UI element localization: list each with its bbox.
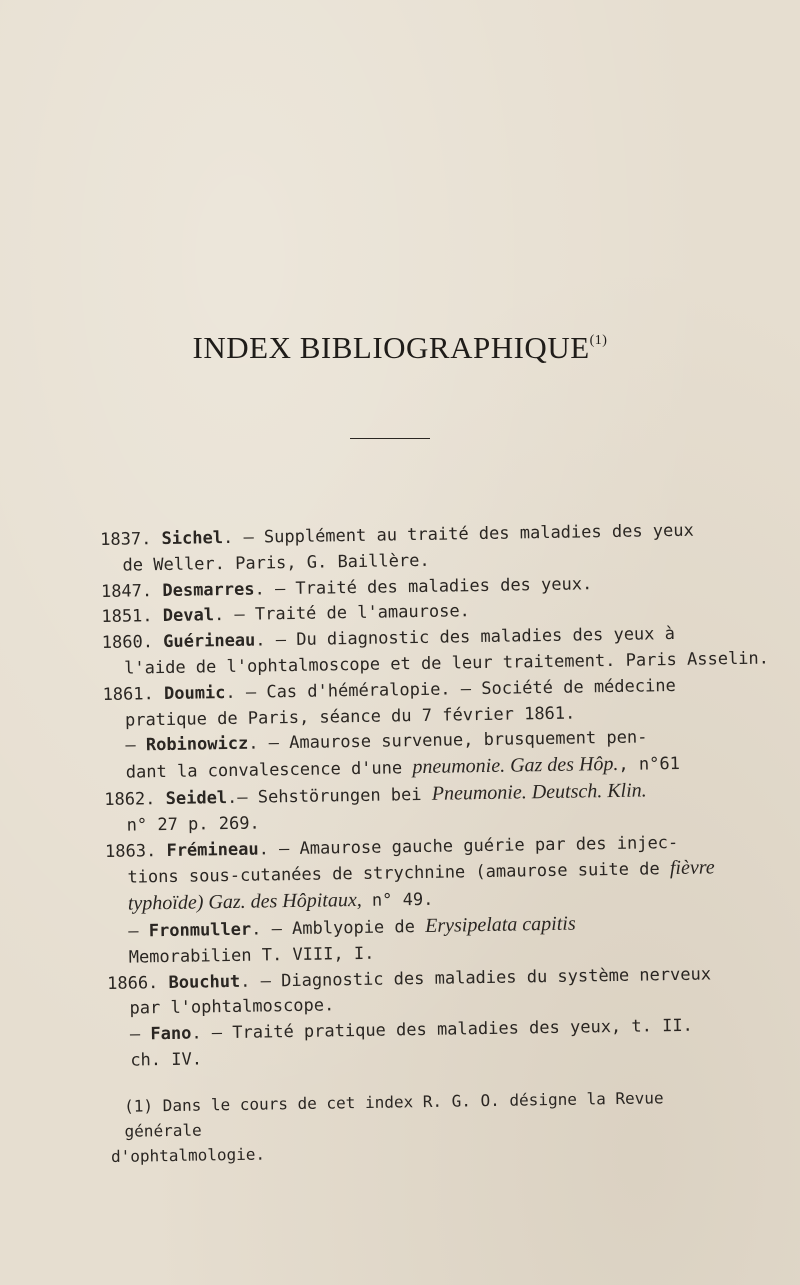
title-rule [350, 438, 430, 439]
entry-text: n° 49. [361, 889, 434, 912]
year: 1862. [104, 788, 166, 810]
title-footnote-marker: (1) [589, 333, 608, 348]
year: 1861. [102, 683, 165, 705]
author-name: Sichel [161, 528, 224, 550]
author-name: Fronmuller [148, 919, 252, 942]
bibliography-list [100, 519, 770, 1075]
author-name: Fano [150, 1023, 192, 1045]
year: 1863. [104, 840, 167, 862]
footnote-line-2: d'ophtalmologie. [110, 1144, 266, 1166]
entry-text: n° 27 p. 269. [126, 813, 260, 836]
italic-title: Pneumonie. Deutsch. Klin. [431, 779, 647, 805]
entry-text: dant la convalescence d'une [125, 758, 413, 783]
author-name: Bouchut [168, 971, 241, 993]
entry-text: Memorabilien T. VIII, I. [128, 943, 375, 968]
author-name: Seidel [165, 788, 228, 809]
entry-text: ch. IV. [130, 1049, 203, 1071]
entry-text: , n°61 [618, 754, 681, 776]
entry-text: par l'ophtalmoscope. [129, 995, 335, 1019]
author-name: Desmarres [162, 579, 255, 601]
entry-text: . — Cas d'héméralopie. — Société de médecine [225, 675, 676, 703]
entry-text: . — Traité de l'amaurose. [213, 601, 471, 626]
entry-text: . — Diagnostic des maladies du système nerveux [240, 964, 712, 992]
entry-text: — [129, 1024, 151, 1045]
page-title [0, 330, 800, 366]
entry-text: . — Amaurose survenue, brusquement pen- [248, 727, 648, 755]
author-name: Deval [162, 605, 215, 627]
year: 1851. [101, 606, 163, 628]
entry-text: pratique de Paris, séance du 7 février 1861. [124, 703, 576, 731]
entry-text: de Weller. Paris, G. Baillère. [122, 550, 430, 576]
italic-title: typhoïde) Gaz. des Hôpitaux, [127, 889, 362, 915]
year: 1847. [100, 580, 163, 602]
entry-text: . — Amaurose gauche guérie par des injec- [258, 832, 679, 860]
entry-text: .— Sehstörungen bei [226, 784, 432, 809]
title-text: INDEX BIBLIOGRAPHIQUE [192, 330, 590, 365]
footnote-line-1: (1) Dans le cours de cet index R. G. O. désigne la Revue générale [124, 1088, 664, 1141]
author-name: Guérineau [163, 630, 256, 653]
entry-text: . — Amblyopie de [251, 916, 426, 940]
entry-text: l'aide de l'ophtalmoscope et de leur traitement. Paris Asselin. [124, 648, 770, 679]
entry-text: . — Traité pratique des maladies des yeux, t. II. [191, 1015, 694, 1044]
entry-text: — [128, 921, 149, 942]
author-name: Robinowicz [145, 734, 249, 756]
year: 1866. [106, 972, 169, 994]
entry-text: . — Du diagnostic des maladies des yeux à [255, 624, 676, 651]
footnote [110, 1085, 711, 1169]
italic-title: pneumonie. Gaz des Hôp. [412, 753, 619, 779]
year: 1860. [101, 632, 164, 654]
entry-text: . — Supplément au traité des maladies des yeux [222, 520, 694, 549]
italic-title: Erysipelata capitis [424, 912, 576, 937]
entry-text: tions sous-cutanées de strychnine (amaurose suite de [127, 859, 671, 888]
year: 1837. [100, 529, 162, 550]
entry-text: — [125, 735, 147, 757]
italic-title: fièvre [669, 856, 715, 880]
author-name: Doumic [163, 682, 226, 704]
entry-text: . — Traité des maladies des yeux. [254, 573, 593, 600]
author-name: Frémineau [166, 839, 259, 861]
